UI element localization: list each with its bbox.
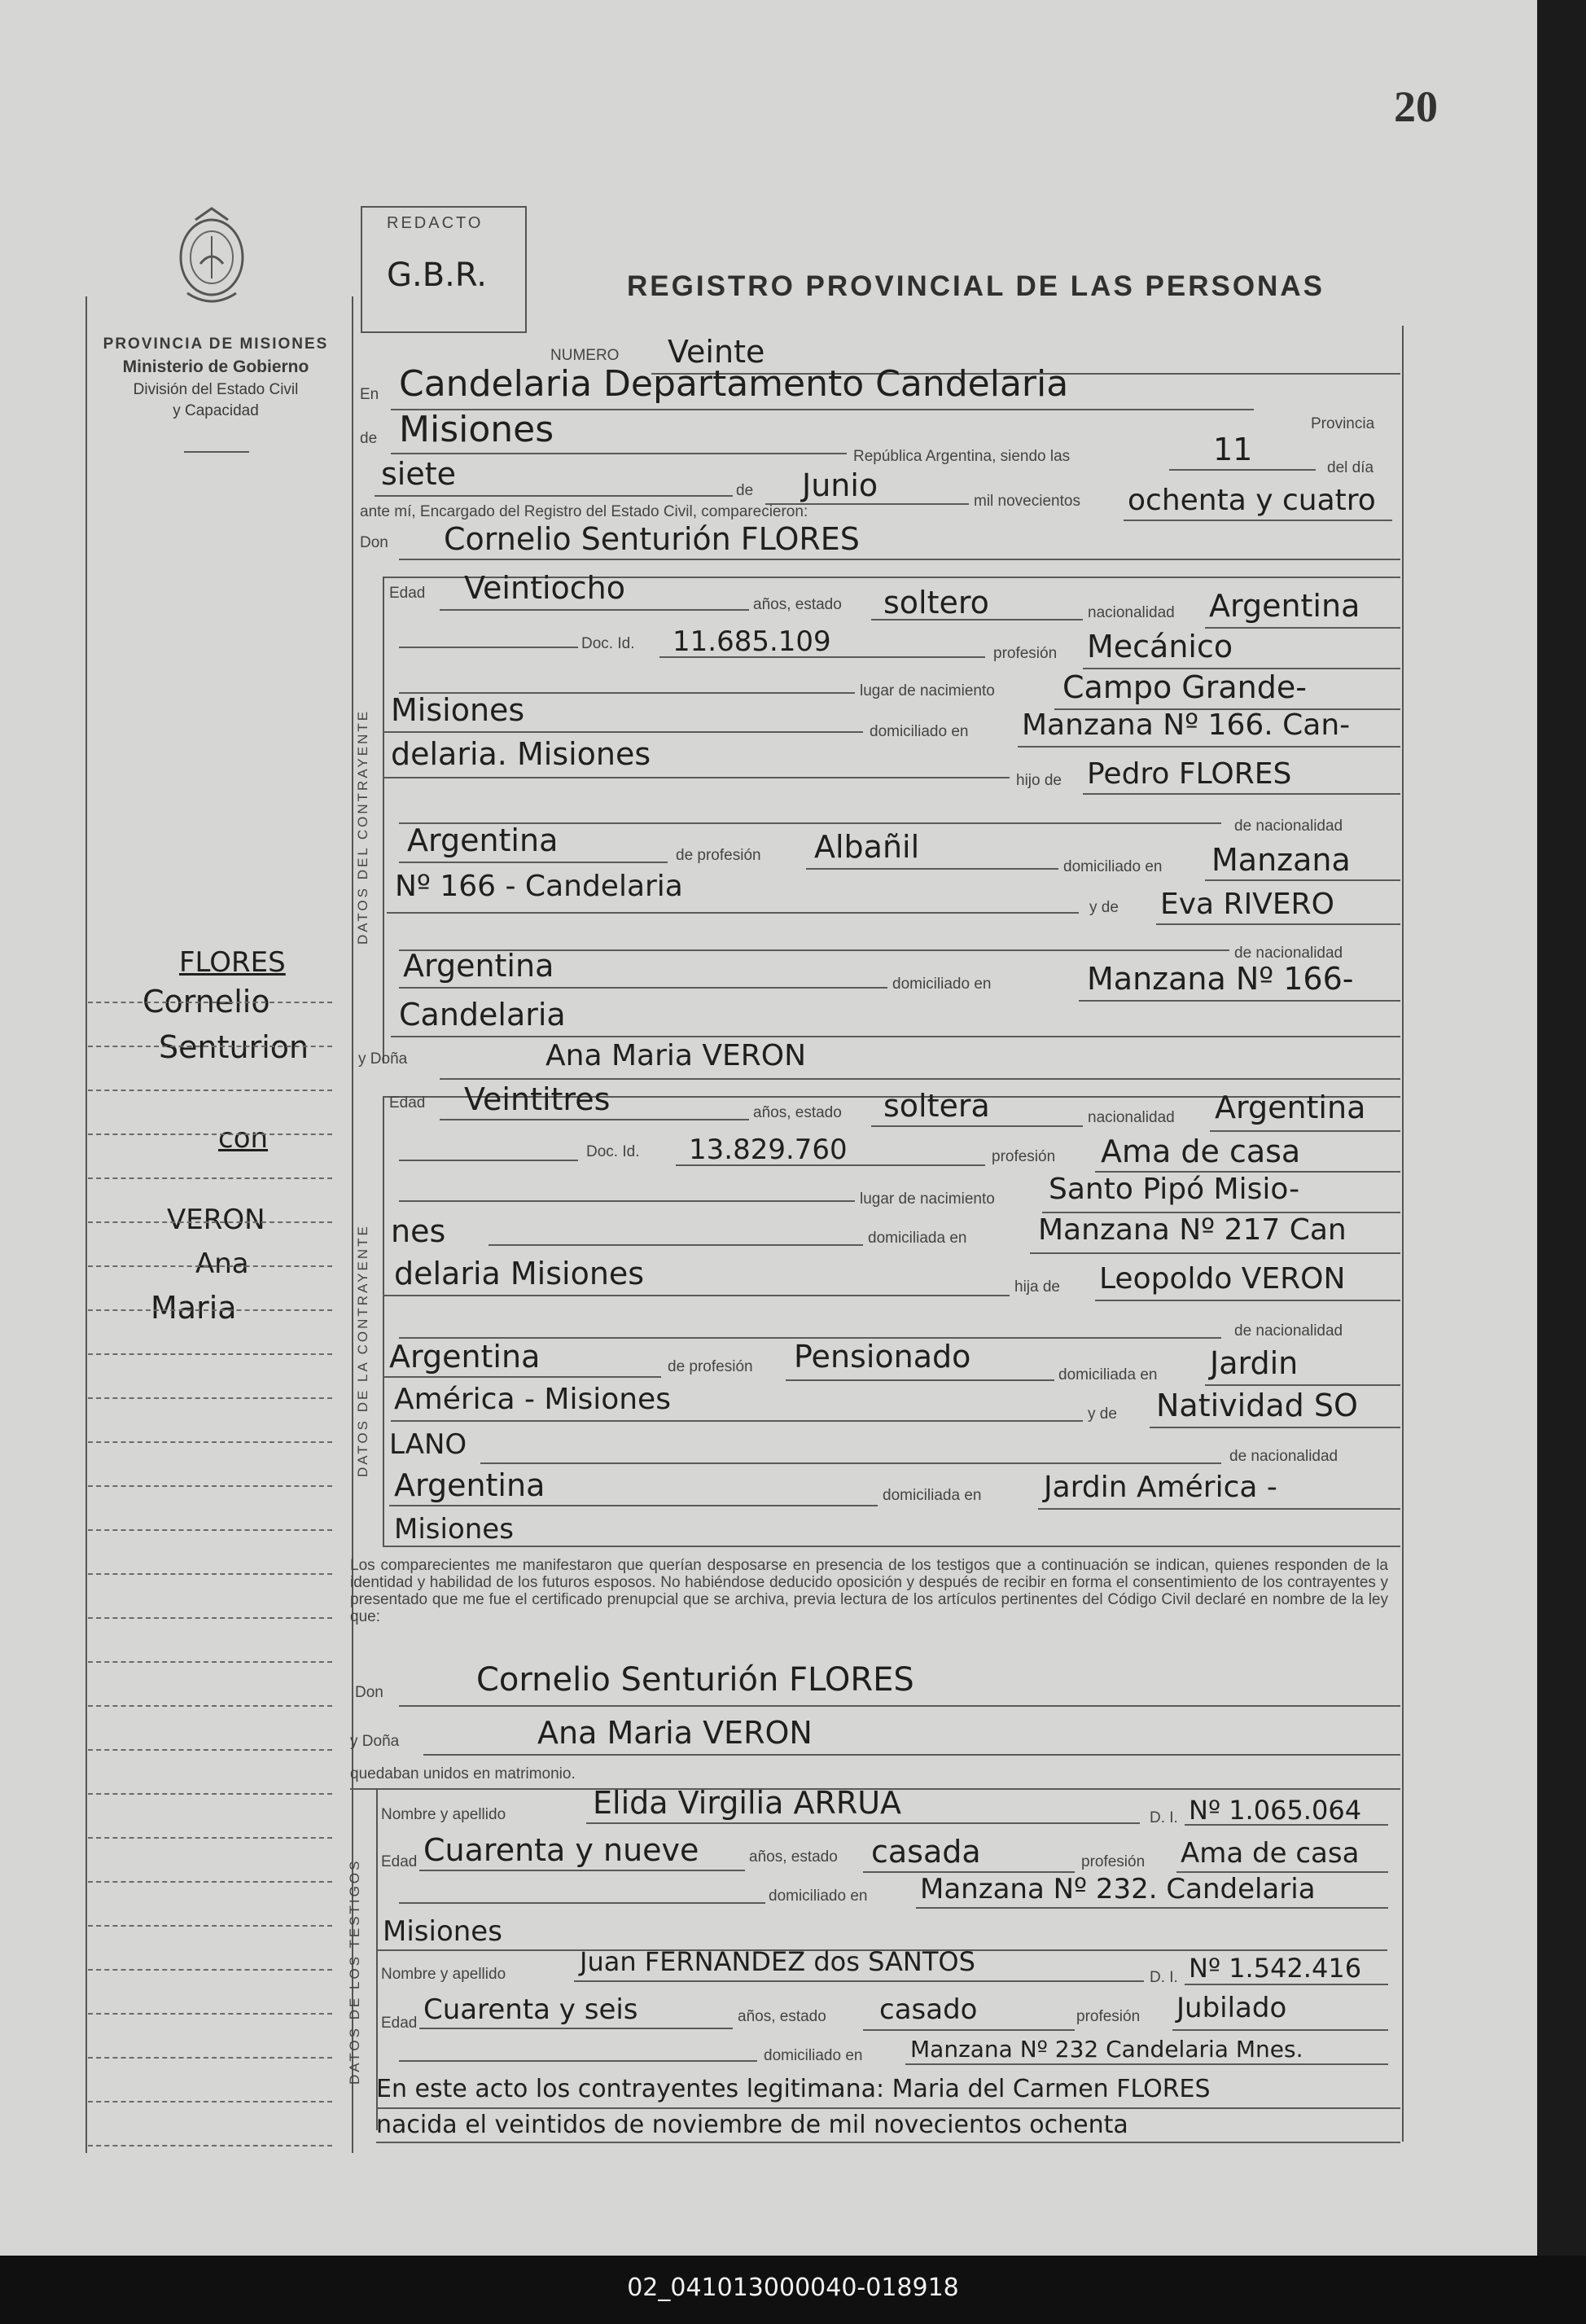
rule: [399, 1200, 855, 1202]
margin-guide-line: [88, 1925, 332, 1927]
groom-madre-dom-label: domiciliado en: [892, 976, 992, 993]
rule: [391, 453, 847, 454]
w1-prof-label: profesión: [1081, 1853, 1146, 1870]
rule: [574, 1980, 1144, 1982]
bride-estado-label: años, estado: [753, 1104, 842, 1121]
rule: [1095, 1300, 1400, 1301]
rule: [1079, 1000, 1400, 1002]
note-line-2: nacida el veintidos de noviembre de mil novecientos ochenta: [376, 2111, 1128, 2139]
groom-padre-dom: Manzana: [1211, 842, 1351, 878]
final-bride-name: Ana Maria VERON: [537, 1715, 813, 1751]
bride-padre-prof-label: de profesión: [668, 1358, 753, 1375]
groom-y-de-label: y de: [1089, 899, 1119, 916]
republica-label: República Argentina, siendo las: [853, 448, 1071, 465]
block-rule: [383, 577, 384, 1063]
w2-estado-label: años, estado: [738, 2008, 826, 2025]
block-rule: [383, 1096, 384, 1546]
groom-padre-dom-label: domiciliado en: [1063, 858, 1163, 875]
margin-guide-line: [88, 1133, 332, 1135]
groom-dom-label: domiciliado en: [870, 723, 969, 740]
groom-estado: soltero: [883, 585, 989, 620]
groom-domicilio-2: delaria. Misiones: [391, 736, 651, 772]
margin-guide-line: [88, 1881, 332, 1883]
rule: [1185, 1824, 1388, 1826]
ante-mi-text: ante mí, Encargado del Registro del Estado Civil, comparecieron:: [360, 503, 808, 520]
groom-madre-dom-2: Candelaria: [399, 997, 566, 1033]
don-label: Don: [360, 534, 388, 551]
w1-nombre: Elida Virgilia ARRUA: [593, 1785, 902, 1821]
margin-guide-line: [88, 1441, 332, 1443]
margin-note-bride-surname: VERON: [167, 1204, 265, 1236]
w2-di-label: D. I.: [1150, 1969, 1178, 1986]
division-label: División del Estado Civil: [133, 381, 299, 398]
quedaban-text: quedaban unidos en matrimonio.: [350, 1765, 576, 1782]
bride-lugar-label: lugar de nacimiento: [860, 1191, 995, 1208]
de-value: Misiones: [399, 409, 554, 450]
book-spine: [1537, 0, 1586, 2324]
bride-padre-dom: Jardin: [1210, 1345, 1299, 1381]
margin-guide-line: [88, 1309, 332, 1311]
groom-domicilio: Manzana Nº 166. Can-: [1022, 708, 1351, 742]
groom-doc: 11.685.109: [673, 625, 831, 658]
margin-guide-line: [88, 1661, 332, 1663]
bride-nac-label: nacionalidad: [1088, 1109, 1175, 1126]
rule: [1205, 627, 1400, 629]
rule: [1030, 1252, 1400, 1254]
mes-value: Junio: [802, 467, 878, 503]
rule: [399, 1705, 1400, 1707]
bride-padre-nac-label: de nacionalidad: [1234, 1322, 1343, 1340]
margin-guide-line: [88, 1969, 332, 1971]
rule: [399, 987, 887, 989]
margin-note-con: con: [218, 1122, 269, 1155]
bride-madre-nac: Argentina: [394, 1467, 545, 1503]
witnesses-section-label: DATOS DE LOS TESTIGOS: [347, 1858, 362, 2085]
w2-nombre: Juan FERNANDEZ dos SANTOS: [580, 1946, 975, 1977]
rule: [1038, 1508, 1400, 1510]
groom-nac-label: nacionalidad: [1088, 604, 1175, 621]
bride-lugar-2: nes: [391, 1213, 446, 1249]
margin-guide-line: [88, 1749, 332, 1751]
de-label: de: [360, 430, 378, 447]
bride-padre-dom-2: América - Misiones: [394, 1383, 671, 1416]
w1-di: Nº 1.065.064: [1189, 1795, 1362, 1826]
margin-guide-line: [88, 1837, 332, 1839]
rule: [786, 1379, 1054, 1381]
rule: [399, 647, 578, 648]
margin-guide-line: [88, 2057, 332, 2059]
groom-padre-nac-label: de nacionalidad: [1234, 818, 1343, 835]
rule: [1205, 879, 1400, 881]
dia-value: siete: [381, 456, 457, 492]
rule: [1205, 1384, 1400, 1386]
rule: [905, 2063, 1388, 2065]
redacto-initials: G.B.R.: [387, 257, 487, 294]
final-groom-name: Cornelio Senturión FLORES: [476, 1661, 914, 1699]
rule: [383, 731, 863, 733]
rule: [489, 1244, 863, 1246]
note-line-1: En este acto los contrayentes legitimana: Maria del Carmen FLORES: [376, 2075, 1211, 2103]
rule: [419, 2028, 733, 2029]
w1-profesion: Ama de casa: [1181, 1837, 1360, 1870]
margin-guide-line: [88, 2101, 332, 2103]
rule: [387, 912, 1079, 914]
bride-edad-label: Edad: [389, 1094, 426, 1112]
rule: [383, 1546, 1400, 1547]
bride-domicilio-2: delaria Misiones: [394, 1256, 645, 1291]
groom-padre-prof: Albañil: [814, 829, 920, 865]
margin-guide-line: [88, 1573, 332, 1575]
bride-madre-2: LANO: [389, 1428, 467, 1461]
margin-guide-line: [88, 1485, 332, 1487]
margin-note-bride-name-2: Maria: [151, 1290, 237, 1326]
bride-profesion: Ama de casa: [1101, 1133, 1301, 1169]
rule: [384, 1376, 661, 1378]
rule: [1172, 2029, 1388, 2031]
declaration-paragraph: Los comparecientes me manifestaron que querían desposarse en presencia de los testigos que a continuación se indican, quienes responden de la identidad y habilidad de los futuros esposos. No habiéndose deducido oposición y después de recibir en forma el consentimiento de los contrayentes y presentado que me fue el certificado prenupcial que se archiva, previa lectura de los artículos pertinentes del Código Civil declaré en nombre de la ley que:: [350, 1557, 1388, 1625]
margin-note-surname: FLORES: [179, 946, 286, 979]
margin-guide-line: [88, 1046, 332, 1047]
margin-note-name-2: Senturion: [159, 1029, 309, 1065]
rule: [1124, 520, 1392, 521]
groom-lugar-2: Misiones: [391, 692, 525, 728]
groom-padre: Pedro FLORES: [1087, 757, 1292, 791]
bride-padre-nac: Argentina: [389, 1339, 541, 1375]
division-label-2: y Capacidad: [173, 402, 259, 419]
w1-domicilio-2: Misiones: [383, 1915, 502, 1948]
rule: [419, 1870, 745, 1871]
final-don-label: Don: [355, 1684, 383, 1701]
groom-edad-label: Edad: [389, 585, 426, 602]
rule: [916, 1907, 1388, 1909]
bride-padre-prof: Pensionado: [794, 1339, 971, 1375]
margin-rule-outer: [85, 296, 87, 2153]
mil-nov-label: mil novecientos: [974, 493, 1080, 510]
groom-madre-nac: Argentina: [403, 948, 554, 984]
bride-section-label: DATOS DE LA CONTRAYENTE: [355, 1224, 370, 1477]
groom-edad: Veintiocho: [464, 570, 625, 606]
rule: [1169, 469, 1316, 471]
w1-estado-label: años, estado: [749, 1848, 838, 1866]
bride-nacionalidad: Argentina: [1215, 1090, 1366, 1125]
province-label: PROVINCIA DE MISIONES: [103, 335, 329, 353]
margin-guide-line: [88, 1793, 332, 1795]
rule: [871, 1125, 1083, 1127]
w1-domicilio: Manzana Nº 232. Candelaria: [920, 1873, 1316, 1905]
bride-estado: soltera: [883, 1088, 990, 1124]
bride-y-de-label: y de: [1088, 1405, 1117, 1423]
w2-di: Nº 1.542.416: [1189, 1953, 1362, 1984]
rule: [1083, 793, 1400, 795]
rule: [389, 1505, 878, 1506]
rule: [871, 619, 1083, 620]
margin-note-bride-name: Ana: [195, 1248, 249, 1280]
dona-label: y Doña: [358, 1050, 408, 1068]
en-value: Candelaria Departamento Candelaria: [399, 363, 1069, 405]
bride-madre-dom-label: domiciliada en: [883, 1487, 982, 1504]
divider: [184, 451, 249, 453]
rule: [376, 2142, 1400, 2143]
bride-padre-dom-label: domiciliada en: [1058, 1366, 1158, 1383]
footer-bar: [0, 2256, 1586, 2324]
scan-id: 02_041013000040-018918: [627, 2274, 959, 2302]
margin-guide-line: [88, 1353, 332, 1355]
bride-name: Ana Maria VERON: [545, 1039, 807, 1072]
rule: [383, 1295, 1010, 1296]
rule: [391, 1036, 1400, 1037]
w1-edad-label: Edad: [381, 1853, 418, 1870]
margin-guide-line: [88, 1177, 332, 1179]
rule: [863, 2029, 1075, 2031]
w2-profesion: Jubilado: [1176, 1992, 1287, 2024]
rule: [440, 1078, 1400, 1080]
en-label: En: [360, 386, 379, 403]
anio-value: ochenta y cuatro: [1128, 484, 1376, 517]
w1-di-label: D. I.: [1150, 1809, 1178, 1826]
margin-guide-line: [88, 1397, 332, 1399]
rule: [399, 1160, 578, 1161]
groom-doc-label: Doc. Id.: [581, 635, 635, 652]
de2-label: de: [736, 482, 754, 499]
bride-doc-label: Doc. Id.: [586, 1143, 640, 1160]
rule: [376, 2107, 1400, 2109]
groom-lugar: Campo Grande-: [1062, 669, 1307, 705]
groom-section-label: DATOS DEL CONTRAYENTE: [355, 708, 370, 945]
margin-guide-line: [88, 2013, 332, 2015]
margin-guide-line: [88, 1221, 332, 1223]
groom-hijo-label: hijo de: [1016, 772, 1062, 789]
groom-padre-prof-label: de profesión: [676, 847, 761, 864]
margin-guide-line: [88, 1265, 332, 1267]
margin-guide-line: [88, 1617, 332, 1619]
redacto-box: [361, 206, 527, 333]
rule: [480, 1462, 1221, 1464]
page-number: 20: [1394, 82, 1438, 131]
rule: [806, 868, 1058, 870]
w2-prof-label: profesión: [1076, 2008, 1141, 2025]
bride-madre-nac-label: de nacionalidad: [1229, 1448, 1338, 1465]
w2-edad-label: Edad: [381, 2015, 418, 2032]
bride-lugar: Santo Pipó Misio-: [1049, 1173, 1300, 1206]
rule: [383, 777, 1010, 778]
rule: [440, 1119, 749, 1120]
w2-domicilio: Manzana Nº 232 Candelaria Mnes.: [910, 2036, 1303, 2063]
bride-doc: 13.829.760: [689, 1133, 848, 1166]
groom-padre-nac: Argentina: [407, 822, 559, 858]
groom-madre: Eva RIVERO: [1160, 888, 1334, 921]
numero-label: NUMERO: [550, 347, 620, 364]
redacto-label: REDACTO: [387, 214, 484, 232]
groom-padre-dom-2: Nº 166 - Candelaria: [395, 870, 683, 903]
coat-of-arms-icon: [171, 204, 252, 318]
rule: [1156, 923, 1400, 925]
w2-dom-label: domiciliado en: [764, 2047, 863, 2064]
w2-estado: casado: [879, 1993, 978, 2026]
hora-value: 11: [1213, 432, 1253, 467]
w1-nombre-label: Nombre y apellido: [381, 1806, 506, 1823]
rule: [659, 656, 985, 658]
bride-domicilio: Manzana Nº 217 Can: [1038, 1213, 1347, 1247]
rule: [399, 2060, 757, 2062]
right-frame-rule: [1402, 326, 1404, 2142]
final-dona-label: y Doña: [350, 1733, 400, 1750]
bride-madre-dom-2: Misiones: [394, 1513, 514, 1546]
margin-guide-line: [88, 1090, 332, 1091]
rule: [1185, 1984, 1388, 1985]
groom-estado-label: años, estado: [753, 596, 842, 613]
rule: [391, 1420, 1083, 1422]
rule: [586, 1822, 1140, 1824]
del-dia-label: del día: [1327, 459, 1374, 476]
bride-padre: Leopoldo VERON: [1099, 1262, 1346, 1296]
w2-edad: Cuarenta y seis: [423, 1993, 638, 2026]
groom-nacionalidad: Argentina: [1209, 588, 1360, 624]
rule: [399, 862, 668, 863]
bride-edad: Veintitres: [464, 1081, 611, 1117]
bride-madre: Natividad SO: [1156, 1388, 1358, 1423]
groom-name: Cornelio Senturión FLORES: [444, 521, 860, 557]
groom-lugar-label: lugar de nacimiento: [860, 682, 995, 699]
margin-guide-line: [88, 1705, 332, 1707]
w1-dom-label: domiciliado en: [769, 1888, 868, 1905]
register-title: REGISTRO PROVINCIAL DE LAS PERSONAS: [627, 270, 1325, 302]
margin-note-name: Cornelio: [142, 984, 270, 1019]
rule: [399, 1902, 765, 1904]
w2-nombre-label: Nombre y apellido: [381, 1966, 506, 1983]
rule: [375, 495, 733, 497]
bride-dom-label: domiciliada en: [868, 1230, 967, 1247]
margin-guide-line: [88, 1529, 332, 1531]
bride-prof-label: profesión: [992, 1148, 1056, 1165]
groom-profesion: Mecánico: [1087, 629, 1233, 664]
rule: [440, 609, 749, 611]
bride-madre-dom: Jardin América -: [1044, 1471, 1277, 1504]
numero-value: Veinte: [668, 334, 765, 370]
w1-estado: casada: [871, 1834, 981, 1870]
groom-madre-nac-label: de nacionalidad: [1234, 945, 1343, 962]
bride-hija-label: hija de: [1014, 1278, 1060, 1296]
rule: [676, 1164, 985, 1166]
w1-edad: Cuarenta y nueve: [423, 1832, 699, 1868]
rule: [423, 1754, 1400, 1756]
rule: [1150, 1427, 1400, 1428]
groom-madre-dom: Manzana Nº 166-: [1087, 961, 1354, 997]
rule: [1018, 746, 1400, 748]
ministry-label: Ministerio de Gobierno: [122, 357, 309, 376]
margin-guide-line: [88, 1002, 332, 1003]
provincia-label: Provincia: [1311, 415, 1375, 432]
margin-guide-line: [88, 2145, 332, 2146]
rule: [1210, 1130, 1400, 1132]
groom-prof-label: profesión: [993, 645, 1058, 662]
rule: [399, 559, 1400, 560]
